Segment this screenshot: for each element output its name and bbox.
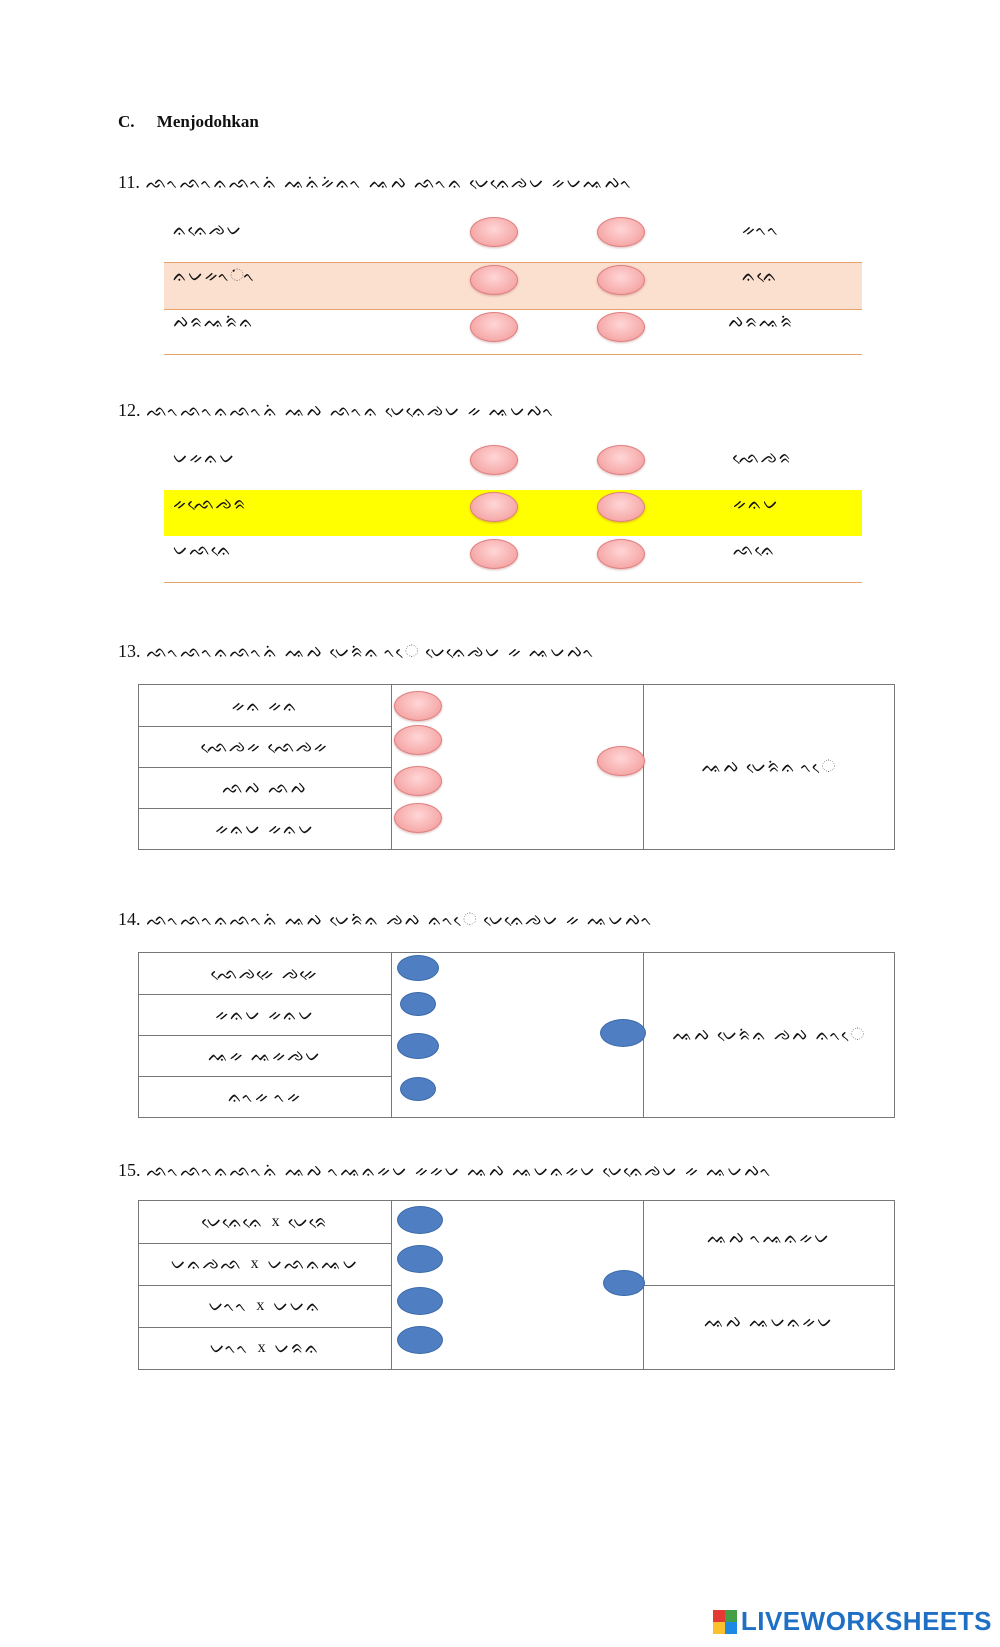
q13-left-item: ᨀᨊᨆ ᨀᨊᨆ bbox=[215, 818, 315, 839]
q14-left-item: ᨒᨙᨌᨀᨙ ᨌᨀᨙ bbox=[211, 963, 319, 984]
q14-match-table bbox=[138, 952, 895, 1118]
right-term: ᨆᨒᨊᨕᨆ bbox=[267, 1254, 360, 1274]
q13-left-item: ᨒᨙᨌᨀ ᨒᨙᨌᨀ bbox=[201, 736, 329, 757]
q12-right-item: ᨀᨊᨆ bbox=[733, 494, 780, 514]
logo-square bbox=[713, 1622, 725, 1634]
q12-right-item: ᨒᨊᨙ bbox=[733, 540, 776, 560]
q14-left-item: ᨀᨊᨆ ᨀᨊᨆ bbox=[215, 1004, 315, 1025]
section-title: Menjodohkan bbox=[156, 112, 259, 131]
q13-left-item: ᨀᨊ ᨀᨊ bbox=[231, 695, 299, 716]
question-prompt: ᨒᨚᨒᨚᨊᨒᨚᨊᨗ ᨕᨄ ᨆᨙᨑᨗᨊ ᨚᨙ ᨆᨙᨊᨙᨌᨆ ᨀ ᨕᨆᨄᨚ bbox=[146, 642, 596, 662]
match-dot-right[interactable] bbox=[597, 539, 645, 569]
q12-left-item: ᨆᨀᨊᨆ bbox=[173, 448, 236, 468]
right-term: ᨆᨙᨑᨙ bbox=[288, 1212, 328, 1232]
cross-symbol: x bbox=[250, 1255, 260, 1272]
divider-line bbox=[164, 354, 862, 355]
question-number: 14. bbox=[118, 909, 141, 929]
question-13-heading bbox=[118, 641, 596, 662]
logo-square bbox=[713, 1610, 725, 1622]
question-number: 11. bbox=[118, 172, 140, 192]
logo-square bbox=[725, 1622, 737, 1634]
q11-right-item: ᨀᨚᨚ bbox=[742, 220, 781, 240]
match-dot-left[interactable] bbox=[394, 725, 442, 755]
q11-left-item: ᨊᨊᨙᨌᨆ bbox=[173, 220, 243, 240]
match-dot-left[interactable] bbox=[397, 1287, 443, 1315]
question-11-heading bbox=[118, 172, 633, 193]
match-dot-left[interactable] bbox=[400, 1077, 436, 1101]
liveworksheets-logo-icon bbox=[713, 1610, 737, 1634]
question-number: 15. bbox=[118, 1160, 141, 1180]
left-term: ᨆᨊᨌᨒ bbox=[170, 1254, 243, 1274]
right-term: ᨆᨑᨊ bbox=[274, 1338, 321, 1358]
match-dot-left[interactable] bbox=[470, 492, 518, 522]
cross-symbol: x bbox=[257, 1339, 267, 1356]
question-14-heading bbox=[118, 909, 654, 930]
q15-left-item bbox=[139, 1243, 391, 1285]
q15-right-item: ᨕᨄ ᨕᨆᨊᨀᨆ bbox=[704, 1312, 834, 1332]
q14-left-item: ᨊᨚᨀ ᨚᨀ bbox=[228, 1086, 302, 1107]
q13-match-table bbox=[138, 684, 895, 850]
q14-left-item: ᨕᨀ ᨕᨀᨌᨆ bbox=[208, 1045, 322, 1066]
match-dot-right[interactable] bbox=[597, 445, 645, 475]
match-dot-right[interactable] bbox=[597, 312, 645, 342]
left-term: ᨆᨚᨚ bbox=[208, 1296, 249, 1316]
match-dot-left[interactable] bbox=[397, 1326, 443, 1354]
cross-symbol: x bbox=[271, 1213, 281, 1230]
question-prompt: ᨒᨚᨒᨚᨊᨒᨚᨊᨗ ᨕᨊᨗᨀᨗᨊᨚ ᨕᨄ ᨒᨚᨊ ᨆᨙᨊᨙᨌᨆ ᨀᨆᨕᨄᨚ bbox=[145, 173, 634, 193]
match-dot-left[interactable] bbox=[470, 445, 518, 475]
brand-name: LIVEWORKSHEETS bbox=[740, 1606, 992, 1636]
q12-right-item: ᨒᨙᨌᨑ bbox=[733, 448, 793, 468]
match-dot-left[interactable] bbox=[394, 691, 442, 721]
cross-symbol: x bbox=[256, 1297, 266, 1314]
q14-right-item: ᨕᨄ ᨆᨙᨑᨗᨊ ᨌᨄ ᨊᨚᨙ bbox=[672, 1025, 866, 1045]
question-prompt: ᨒᨚᨒᨚᨊᨒᨚᨊᨗ ᨕᨄ ᨆᨙᨑᨗᨊ ᨌᨄ ᨊᨚᨙ ᨆᨙᨊᨙᨌᨆ ᨀ ᨕᨆᨄᨚ bbox=[146, 910, 654, 930]
q15-left-item bbox=[139, 1327, 391, 1369]
q11-right-item: ᨄᨑᨕᨑᨗ bbox=[728, 312, 795, 332]
question-number: 13. bbox=[118, 641, 141, 661]
question-15-heading bbox=[118, 1160, 773, 1181]
match-dot-right[interactable] bbox=[603, 1270, 645, 1296]
left-term: ᨆᨙᨊᨙᨊᨙ bbox=[202, 1212, 264, 1232]
match-dot-right[interactable] bbox=[597, 492, 645, 522]
match-dot-left[interactable] bbox=[470, 217, 518, 247]
match-dot-left[interactable] bbox=[397, 1033, 439, 1059]
q11-left-item: ᨄᨑᨕᨑᨗᨊ bbox=[173, 312, 255, 332]
left-term: ᨆᨚᨚ bbox=[209, 1338, 250, 1358]
q11-left-item: ᨊᨆᨀᨚᨗᨚ bbox=[173, 266, 257, 286]
match-dot-right[interactable] bbox=[597, 265, 645, 295]
match-dot-left[interactable] bbox=[470, 265, 518, 295]
match-dot-right[interactable] bbox=[597, 217, 645, 247]
match-dot-left[interactable] bbox=[394, 803, 442, 833]
liveworksheets-brand bbox=[713, 1606, 992, 1637]
question-prompt: ᨒᨚᨒᨚᨊᨒᨚᨊᨗ ᨕᨄ ᨒᨚᨊ ᨆᨙᨊᨙᨌᨆ ᨀ ᨕᨆᨄᨚ bbox=[146, 401, 556, 421]
match-dot-left[interactable] bbox=[400, 992, 436, 1016]
section-letter: C. bbox=[118, 112, 135, 131]
q13-right-item: ᨕᨄ ᨆᨙᨑᨗᨊ ᨚᨙ bbox=[701, 757, 837, 777]
divider-line bbox=[164, 582, 862, 583]
q12-left-item: ᨀᨒᨙᨌᨑ bbox=[173, 494, 248, 514]
question-prompt: ᨒᨚᨒᨚᨊᨒᨚᨊᨗ ᨕᨄ ᨚᨕᨊᨀᨆ ᨀᨀᨆ ᨕᨄ ᨕᨆᨊᨀᨆ ᨆᨙᨊᨙᨌᨆ ᨀ ᨕᨆᨄᨚ bbox=[146, 1161, 774, 1181]
q15-match-table bbox=[138, 1200, 895, 1370]
question-number: 12. bbox=[118, 400, 141, 420]
q12-left-item: ᨆᨒᨊᨙ bbox=[173, 540, 232, 560]
match-dot-left[interactable] bbox=[470, 539, 518, 569]
match-dot-left[interactable] bbox=[470, 312, 518, 342]
q15-left-item bbox=[139, 1201, 391, 1243]
q13-left-item: ᨒᨄ ᨒᨄ bbox=[222, 777, 308, 798]
match-dot-left[interactable] bbox=[394, 766, 442, 796]
match-dot-left[interactable] bbox=[397, 1206, 443, 1234]
q11-right-item: ᨊᨊᨙ bbox=[742, 266, 778, 286]
match-dot-right[interactable] bbox=[597, 746, 645, 776]
q15-right-item: ᨕᨄ ᨚᨕᨊᨀᨆ bbox=[707, 1228, 831, 1248]
logo-square bbox=[725, 1610, 737, 1622]
match-dot-left[interactable] bbox=[397, 955, 439, 981]
question-12-heading bbox=[118, 400, 556, 421]
q15-left-item bbox=[139, 1285, 391, 1327]
section-heading bbox=[118, 112, 259, 132]
match-dot-left[interactable] bbox=[397, 1245, 443, 1273]
right-term: ᨆᨆᨊ bbox=[273, 1296, 322, 1316]
match-dot-right[interactable] bbox=[600, 1019, 646, 1047]
